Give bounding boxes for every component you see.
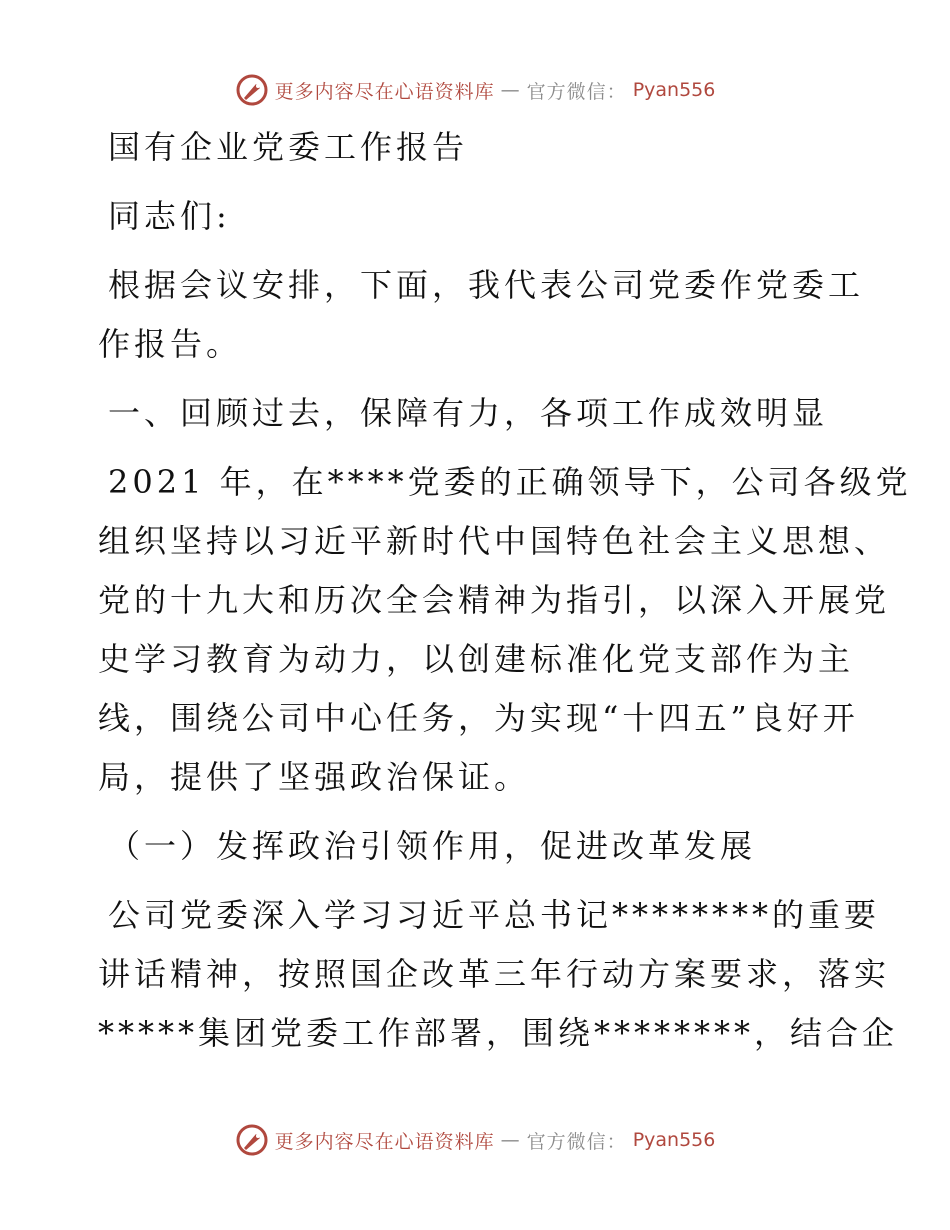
pen-nib-logo-icon: [235, 73, 269, 107]
banner-wechat-id: Pyan556: [632, 79, 716, 101]
paragraph-line: 作报告。: [98, 325, 243, 363]
paragraph-line: 局，提供了坚强政治保证。: [98, 758, 531, 796]
section-heading: 一、回顾过去，保障有力，各项工作成效明显: [108, 394, 829, 432]
paragraph-line: 组织坚持以习近平新时代中国特色社会主义思想、: [98, 522, 891, 560]
document-body: [98, 118, 912, 1063]
banner-text: 更多内容尽在心语资料库: [274, 1130, 495, 1153]
paragraph-line: 党的十九大和历次全会精神为指引，以深入开展党: [98, 581, 891, 619]
paragraph-line: 史学习教育为动力，以创建标准化党支部作为主: [98, 640, 855, 678]
salutation: 同志们:: [108, 197, 231, 235]
footer-watermark-banner: [0, 1120, 950, 1160]
document-title: 国有企业党委工作报告: [108, 128, 469, 166]
paragraph-line: 讲话精神，按照国企改革三年行动方案要求，落实: [98, 955, 891, 993]
banner-text: 更多内容尽在心语资料库: [274, 80, 495, 103]
paragraph-line: 根据会议安排，下面，我代表公司党委作党委工: [108, 266, 865, 304]
banner-separator: —: [500, 79, 521, 101]
paragraph-line: 线，围绕公司中心任务，为实现“十四五”良好开: [98, 699, 859, 737]
banner-separator: —: [500, 1129, 521, 1151]
subsection-paragraph: [98, 886, 899, 1063]
intro-paragraph: [98, 256, 865, 374]
banner-wechat-label: 官方微信：: [526, 1130, 627, 1153]
paragraph-line: *****集团党委工作部署，围绕********，结合企: [98, 1014, 899, 1052]
pen-nib-logo-icon: [235, 1123, 269, 1157]
header-watermark-banner: [0, 70, 950, 110]
subsection-heading: （一）发挥政治引领作用，促进改革发展: [108, 827, 757, 865]
banner-wechat-label: 官方微信：: [526, 80, 627, 103]
paragraph-line: 公司党委深入学习习近平总书记********的重要: [108, 896, 881, 934]
paragraph-line: 2021 年，在****党委的正确领导下，公司各级党: [108, 463, 912, 501]
section-paragraph: [98, 453, 912, 807]
banner-wechat-id: Pyan556: [632, 1129, 716, 1151]
